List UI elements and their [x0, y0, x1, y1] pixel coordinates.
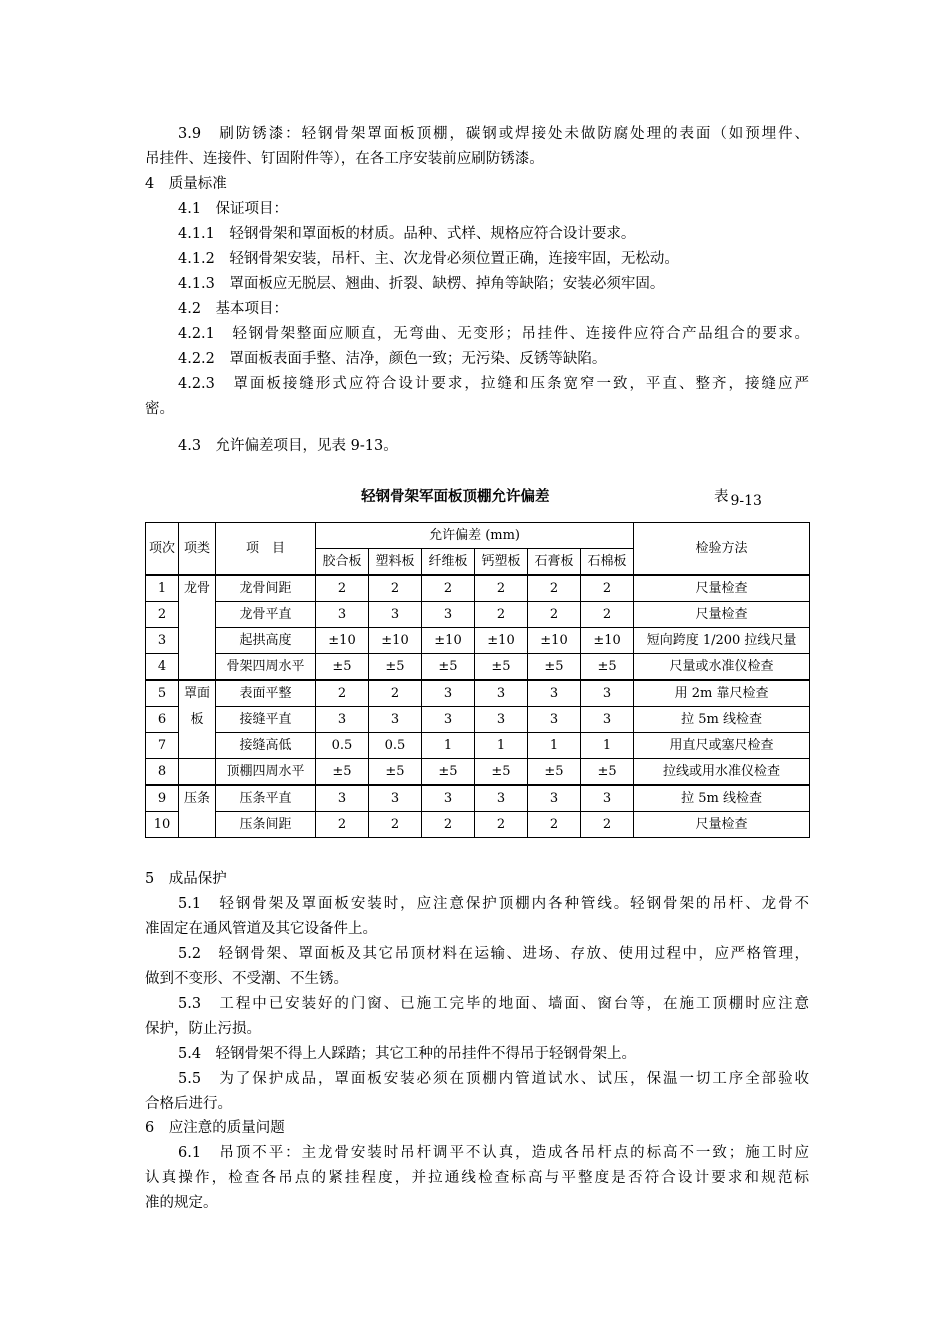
cell-value: 3 [316, 602, 369, 628]
para-4-2: 4.2 基本项目： [178, 301, 289, 317]
cell-no: 10 [146, 812, 179, 838]
cell-no: 4 [146, 654, 179, 681]
cell-category-empty [179, 759, 216, 786]
para-4-1: 4.1 保证项目： [178, 201, 289, 217]
cell-value: 2 [581, 575, 634, 602]
para-5-2-line2: 做到不变形、不受潮、不生锈。 [145, 971, 348, 987]
table-header-row-1 [146, 523, 810, 549]
cell-value: 2 [369, 575, 422, 602]
cell-value: ±5 [422, 759, 475, 786]
cell-no: 5 [146, 680, 179, 707]
header-material: 塑料板 [369, 549, 422, 576]
cell-value: 2 [369, 812, 422, 838]
header-material: 纤维板 [422, 549, 475, 576]
para-4-1-1: 4.1.1 轻钢骨架和罩面板的材质。品种、式样、规格应符合设计要求。 [178, 226, 636, 242]
cell-item: 骨架四周水平 [216, 654, 316, 681]
para-5-5-line1: 5.5 为了保护成品，罩面板安装必须在顶棚内管道试水、试压，保温一切工序全部验收 [178, 1071, 809, 1087]
table-title: 轻钢骨架军面板顶棚允许偏差 [361, 489, 550, 505]
cell-value: ±10 [528, 628, 581, 654]
cell-value: 2 [422, 812, 475, 838]
cell-no: 8 [146, 759, 179, 786]
cell-value: 1 [422, 733, 475, 759]
table-row [146, 707, 810, 733]
cell-method: 拉 5m 线检查 [634, 707, 810, 733]
para-6-1-line2: 认真操作，检查各吊点的紧挂程度，并拉通线检查标高与平整度是否符合设计要求和规范标 [145, 1170, 809, 1186]
cell-method: 拉线或用水准仪检查 [634, 759, 810, 786]
table-row [146, 680, 810, 707]
cell-method: 尺量检查 [634, 575, 810, 602]
header-method: 检验方法 [634, 523, 810, 576]
header-no: 项次 [146, 523, 179, 576]
cell-no: 2 [146, 602, 179, 628]
header-material: 钙塑板 [475, 549, 528, 576]
cell-value: ±5 [528, 759, 581, 786]
cell-method: 用 2m 靠尺检查 [634, 680, 810, 707]
table-row [146, 733, 810, 759]
cell-value: 3 [528, 680, 581, 707]
header-category: 项类 [179, 523, 216, 576]
cell-value: ±10 [369, 628, 422, 654]
cell-value: ±5 [316, 759, 369, 786]
cell-category-panel-1: 罩面 [179, 680, 216, 707]
cell-category-panel-2: 板 [179, 707, 216, 733]
cell-item: 压条间距 [216, 812, 316, 838]
cell-value: 3 [422, 602, 475, 628]
cell-no: 7 [146, 733, 179, 759]
header-item: 项 目 [216, 523, 316, 576]
para-4-2-1: 4.2.1 轻钢骨架整面应顺直，无弯曲、无变形；吊挂件、连接件应符合产品组合的要求。 [178, 326, 809, 342]
cell-value: 3 [369, 602, 422, 628]
header-material: 胶合板 [316, 549, 369, 576]
cell-item: 压条平直 [216, 785, 316, 812]
para-5-4: 5.4 轻钢骨架不得上人踩踏；其它工种的吊挂件不得吊于轻钢骨架上。 [178, 1046, 637, 1062]
heading-6: 6 应注意的质量问题 [145, 1120, 285, 1136]
table-row [146, 654, 810, 681]
para-6-1-line1: 6.1 吊顶不平：主龙骨安装时吊杆调平不认真，造成各吊杆点的标高不一致；施工时应 [178, 1145, 809, 1161]
para-4-2-3-line1: 4.2.3 罩面板接缝形式应符合设计要求，拉缝和压条宽窄一致，平直、整齐，接缝应严 [178, 376, 809, 392]
para-5-1-line1: 5.1 轻钢骨架及罩面板安装时，应注意保护顶棚内各种管线。轻钢骨架的吊杆、龙骨不 [178, 896, 809, 912]
table-row [146, 575, 810, 602]
para-5-2-line1: 5.2 轻钢骨架、罩面板及其它吊顶材料在运输、进场、存放、使用过程中，应严格管理， [178, 946, 809, 962]
cell-method: 拉 5m 线检查 [634, 785, 810, 812]
heading-4: 4 质量标准 [145, 176, 227, 192]
cell-value: 1 [528, 733, 581, 759]
cell-value: 2 [316, 812, 369, 838]
cell-value: ±5 [528, 654, 581, 681]
cell-value: 0.5 [316, 733, 369, 759]
cell-no: 1 [146, 575, 179, 602]
cell-value: ±5 [475, 654, 528, 681]
cell-value: 3 [475, 707, 528, 733]
para-5-3-line2: 保护，防止污损。 [145, 1021, 261, 1037]
cell-value: 2 [581, 602, 634, 628]
cell-value: 3 [316, 707, 369, 733]
cell-value: 3 [581, 785, 634, 812]
cell-value: 1 [581, 733, 634, 759]
cell-item: 龙骨间距 [216, 575, 316, 602]
cell-value: 3 [422, 680, 475, 707]
cell-value: 3 [528, 707, 581, 733]
cell-category-strip: 压条 [179, 785, 216, 838]
para-6-1-line3: 准的规定。 [145, 1195, 218, 1211]
table-number-value: 9-13 [730, 493, 762, 509]
para-4-1-3: 4.1.3 罩面板应无脱层、翘曲、折裂、缺楞、掉角等缺陷；安装必须牢固。 [178, 276, 665, 292]
cell-category-keel: 龙骨 [179, 575, 216, 680]
cell-value: ±5 [316, 654, 369, 681]
table-row [146, 628, 810, 654]
cell-method: 用直尺或塞尺检查 [634, 733, 810, 759]
table-row [146, 812, 810, 838]
cell-value: ±10 [422, 628, 475, 654]
cell-value: 2 [528, 575, 581, 602]
cell-value: 2 [316, 680, 369, 707]
para-5-3-line1: 5.3 工程中已安装好的门窗、已施工完毕的地面、墙面、窗台等，在施工顶棚时应注意 [178, 996, 809, 1012]
cell-value: 2 [316, 575, 369, 602]
cell-item: 接缝平直 [216, 707, 316, 733]
cell-value: 2 [369, 680, 422, 707]
cell-value: 1 [475, 733, 528, 759]
cell-no: 3 [146, 628, 179, 654]
cell-value: ±5 [369, 759, 422, 786]
cell-value: 0.5 [369, 733, 422, 759]
cell-value: 2 [475, 575, 528, 602]
cell-value: 2 [475, 812, 528, 838]
cell-value: 2 [528, 602, 581, 628]
cell-value: 3 [581, 680, 634, 707]
cell-value: ±10 [316, 628, 369, 654]
cell-value: ±10 [475, 628, 528, 654]
cell-value: 3 [475, 680, 528, 707]
cell-value: ±5 [369, 654, 422, 681]
cell-no: 9 [146, 785, 179, 812]
header-material: 石棉板 [581, 549, 634, 576]
cell-value: ±5 [475, 759, 528, 786]
cell-value: ±10 [581, 628, 634, 654]
cell-value: 3 [422, 785, 475, 812]
cell-value: ±5 [422, 654, 475, 681]
cell-item: 顶棚四周水平 [216, 759, 316, 786]
table-row [146, 602, 810, 628]
cell-item: 起拱高度 [216, 628, 316, 654]
cell-item: 龙骨平直 [216, 602, 316, 628]
table-row [146, 785, 810, 812]
para-4-2-3-line2: 密。 [145, 401, 174, 417]
tolerance-table [145, 522, 810, 838]
para-5-5-line2: 合格后进行。 [145, 1096, 232, 1112]
cell-method: 尺量检查 [634, 812, 810, 838]
para-4-1-2: 4.1.2 轻钢骨架安装，吊杆、主、次龙骨必须位置正确，连接牢固，无松动。 [178, 251, 679, 267]
cell-no: 6 [146, 707, 179, 733]
cell-value: 3 [369, 707, 422, 733]
cell-value: 3 [475, 785, 528, 812]
header-allowed: 允许偏差 (mm) [316, 523, 634, 549]
cell-method: 短向跨度 1/200 拉线尺量 [634, 628, 810, 654]
cell-value: 2 [528, 812, 581, 838]
table-row [146, 759, 810, 786]
cell-value: 3 [369, 785, 422, 812]
para-3-9-line2: 吊挂件、连接件、钉固附件等），在各工序安装前应刷防锈漆。 [145, 151, 544, 167]
cell-category-empty [179, 733, 216, 759]
para-4-2-2: 4.2.2 罩面板表面手整、洁净，颜色一致；无污染、反锈等缺陷。 [178, 351, 607, 367]
heading-5: 5 成品保护 [145, 871, 227, 887]
table-number [714, 485, 762, 509]
cell-method: 尺量或水准仪检查 [634, 654, 810, 681]
cell-value: 3 [581, 707, 634, 733]
cell-value: 2 [581, 812, 634, 838]
cell-item: 接缝高低 [216, 733, 316, 759]
table-number-label: 表 [714, 489, 729, 505]
cell-method: 尺量检查 [634, 602, 810, 628]
para-4-3: 4.3 允许偏差项目，见表 9-13。 [178, 438, 398, 454]
cell-value: 2 [422, 575, 475, 602]
cell-value: 3 [316, 785, 369, 812]
cell-value: 3 [422, 707, 475, 733]
para-5-1-line2: 准固定在通风管道及其它设备件上。 [145, 921, 377, 937]
para-3-9-line1: 3.9 刷防锈漆：轻钢骨架罩面板顶棚，碳钢或焊接处未做防腐处理的表面（如预埋件、 [178, 126, 809, 142]
cell-value: 2 [475, 602, 528, 628]
cell-value: ±5 [581, 654, 634, 681]
cell-item: 表面平整 [216, 680, 316, 707]
cell-value: ±5 [581, 759, 634, 786]
cell-value: 3 [528, 785, 581, 812]
header-material: 石膏板 [528, 549, 581, 576]
